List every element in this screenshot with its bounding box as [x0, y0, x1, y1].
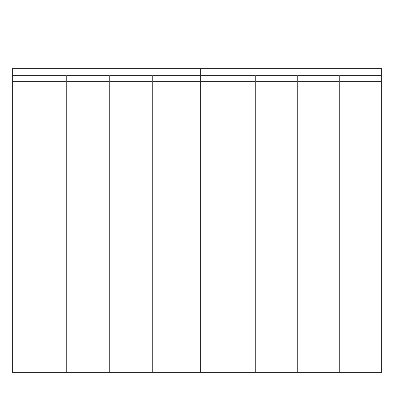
balance-sheet-table [12, 68, 382, 373]
assets-column-headers [13, 75, 200, 82]
liabilities-section [200, 69, 381, 372]
liabilities-column-headers [200, 75, 381, 82]
assets-section [13, 69, 201, 372]
